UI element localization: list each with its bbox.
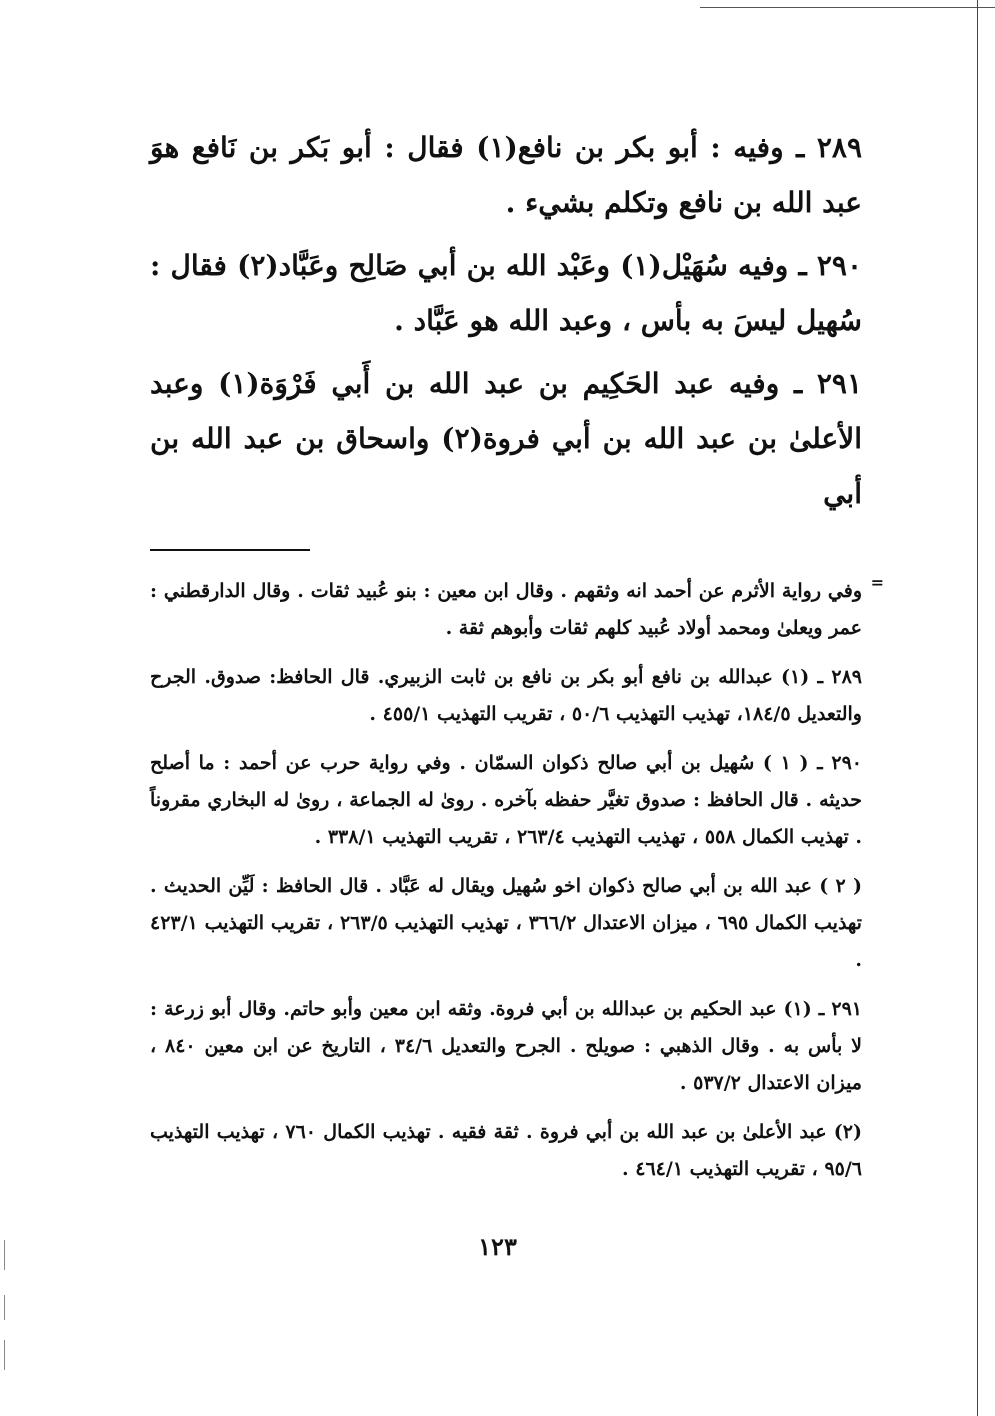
footnote-290-1 [150, 745, 862, 856]
footnote-text: وفي رواية الأثرم عن أحمد انه وثقهم . وقال ابن معين : بنو عُبيد ثقات . وقال الدارقطني : عمر ويعلىٰ ومحمد أولاد عُبيد كلهم ثقات وأبوهم ثقة . [150, 580, 862, 639]
footnotes [150, 573, 884, 1188]
footnote-text: ٢٨٩ ـ (١) عبدالله بن نافع أبو بكر بن نافع بن ثابت الزبيري. قال الحافظ: صدوق. الجرح والتعديل ١٨٤/٥، تهذيب التهذيب ٥٠/٦ ، تقريب التهذيب ٤٥٥/١ . [150, 666, 862, 725]
main-entry-289: ٢٨٩ ـ وفيه : أبو بكر بن نافع(١) فقال : أبو بَكر بن نَافع هوَ عبد الله بن نافع وتكلم بشيء . [150, 131, 862, 219]
main-entry-290: ٢٩٠ ـ وفيه سُهَيْل(١) وعَبْد الله بن أبي صَالِح وعَبَّاد(٢) فقال : سُهيل ليسَ به بأس ، وعبد الله هو عَبَّاد . [150, 249, 862, 337]
footnote-text: ٢٩٠ ـ ( ١ ) سُهيل بن أبي صالح ذكوان السمّان . وفي رواية حرب عن أحمد : ما أصلح حديثه . قال الحافظ : صدوق تغيَّر حفظه بآخره . روىٰ له الجماعة ، روىٰ له البخاري مقروناً . تهذيب الكمال ٥٥٨ ، تهذيب التهذيب ٢٦٣/٤ ، تقريب التهذيب ٣٣٨/١ . [150, 752, 863, 848]
footnote-continuation [150, 573, 884, 647]
scan-edge-line [700, 7, 995, 8]
footnote-289-1 [150, 659, 862, 733]
page-body [150, 120, 884, 1200]
footnote-290-2 [150, 868, 862, 979]
footnote-divider [150, 549, 310, 551]
page-number: ١٢٣ [478, 1232, 517, 1261]
main-entry-291: ٢٩١ ـ وفيه عبد الحَكِيم بن عبد الله بن أَبي فَرْوَة(١) وعبد الأعلىٰ بن عبد الله بن أبي فروة(٢) واسحاق بن عبد الله بن أبي [150, 367, 862, 510]
footnote-291-1 [150, 991, 862, 1102]
scan-edge-line [977, 0, 978, 1416]
scan-mark [4, 1340, 5, 1370]
footnote-text: ( ٢ ) عبد الله بن أبي صالح ذكوان اخو سُهيل ويقال له عَبَّاد . قال الحافظ : لَيِّن الحديث . تهذيب الكمال ٦٩٥ ، ميزان الاعتدال ٣٦٦/٢ ، تهذيب التهذيب ٢٦٣/٥ ، تقريب التهذيب ٤٢٣/١ . [150, 875, 862, 971]
main-text [150, 120, 862, 521]
continuation-mark: = [870, 573, 884, 592]
footnote-291-2 [150, 1114, 862, 1188]
footnote-text: (٢) عبد الأعلىٰ بن عبد الله بن أبي فروة . ثقة فقيه . تهذيب الكمال ٧٦٠ ، تهذيب التهذيب ٩٥/٦ ، تقريب التهذيب ٤٦٤/١ . [150, 1121, 862, 1180]
scan-mark [4, 1295, 5, 1320]
footnote-text: ٢٩١ ـ (١) عبد الحكيم بن عبدالله بن أبي فروة. وثقه ابن معين وأبو حاتم. وقال أبو زرعة : لا بأس به . وقال الذهبي : صويلح . الجرح والتعديل ٣٤/٦ ، التاريخ عن ابن معين ٨٤٠ ، ميزان الاعتدال ٥٣٧/٢ . [150, 998, 863, 1094]
